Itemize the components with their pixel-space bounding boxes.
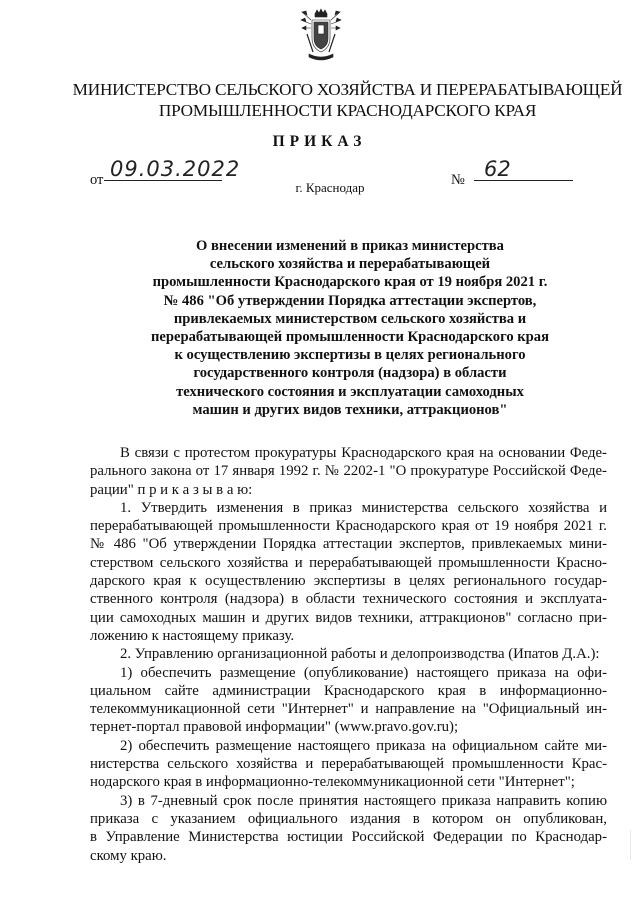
- body-line: нистерства сельского хозяйства и перерабатывающей промышленности Крас-: [90, 756, 607, 773]
- body-line: в Управление Министерства юстиции Российской Федерации по Краснодар-: [90, 829, 607, 846]
- number-handwritten: 62: [484, 157, 511, 181]
- body-line: ственного контроля (надзора) в области технического состояния и эксплуата-: [90, 591, 607, 608]
- body-line: В связи с протестом прокуратуры Краснодарского края на основании Феде-: [120, 445, 607, 461]
- title-line: машин и других видов техники, аттракционов": [192, 401, 508, 418]
- title-line: промышленности Краснодарского края от 19 ноября 2021 г.: [152, 274, 548, 291]
- body-line: телекоммуникационной сети "Интернет" и направление на "Официальный ин-: [90, 701, 607, 718]
- body-line: перерабатывающей промышленности Краснодарского края от 19 ноября 2021 г.: [90, 518, 607, 535]
- order-body: [90, 444, 607, 865]
- body-line: рального закона от 17 января 1992 г. № 2202-1 "О прокуратуре Российской Феде-: [90, 463, 607, 480]
- paragraph-subitem-1: [90, 664, 607, 737]
- krasnodar-coat-of-arms-icon: [299, 8, 343, 64]
- date-handwritten: 09.03.2022: [110, 157, 241, 181]
- body-line: нодарского края в информационно-телекоммуникационной сети "Интернет";: [90, 774, 575, 791]
- ministry-name-line: ПРОМЫШЛЕННОСТИ КРАСНОДАРСКОГО КРАЯ: [158, 101, 537, 120]
- ministry-name: [60, 79, 635, 121]
- body-line: 1. Утвердить изменения в приказ министерства сельского хозяйства и: [120, 499, 607, 516]
- body-line: стерством сельского хозяйства и перерабатывающей промышленности Красно-: [90, 554, 607, 571]
- title-line: О внесении изменений в приказ министерства: [196, 238, 504, 254]
- paragraph-subitem-2: [90, 737, 607, 792]
- date-prefix: от: [90, 172, 104, 188]
- title-line: к осуществлению экспертизы в целях регионального: [174, 347, 526, 364]
- title-line: привлекаемых министерством сельского хозяйства и: [173, 310, 527, 327]
- body-line: приказа с указанием официального издания в котором он опубликован,: [90, 810, 607, 827]
- number-prefix: №: [451, 172, 465, 188]
- document-type: ПРИКАЗ: [272, 133, 367, 150]
- title-line: перерабатывающей промышленности Краснодарского края: [150, 329, 549, 346]
- body-line: рации" п р и к а з ы в а ю:: [90, 481, 253, 498]
- scan-edge-mark: [630, 830, 631, 860]
- title-line: государственного контроля (надзора) в области: [193, 365, 507, 382]
- body-line: ции самоходных машин и других видов техники, аттракционов" согласно при-: [90, 609, 607, 626]
- body-line: 3) в 7-дневный срок после принятия настоящего приказа направить копию: [120, 792, 607, 809]
- title-line: № 486 "Об утверждении Порядка аттестации экспертов,: [163, 292, 537, 309]
- body-line: ложению к настоящему приказу.: [90, 627, 295, 644]
- body-line: № 486 "Об утверждении Порядка аттестации экспертов, привлекаемых мини-: [90, 536, 607, 553]
- paragraph-subitem-3: [90, 792, 607, 865]
- body-line: 1) обеспечить размещение (опубликование) настоящего приказа на офи-: [120, 664, 607, 681]
- paragraph-item-1: [90, 499, 607, 645]
- city: г. Краснодар: [295, 180, 365, 195]
- title-line: сельского хозяйства и перерабатывающей: [209, 256, 491, 273]
- body-line: скому краю.: [90, 847, 167, 864]
- paragraph-item-2: [90, 645, 607, 663]
- body-line: 2) обеспечить размещение настоящего приказа на официальном сайте ми-: [120, 737, 607, 754]
- paragraph-preamble: [90, 444, 607, 499]
- order-title: [140, 237, 560, 419]
- title-line: технического состояния и эксплуатации самоходных: [176, 383, 524, 400]
- body-line: циальном сайте администрации Краснодарского края в информационно-: [90, 682, 607, 699]
- body-line: 2. Управлению организационной работы и делопроизводства (Ипатов Д.А.):: [120, 646, 600, 663]
- body-line: тернет-портал правовой информации" (www.pravo.gov.ru);: [90, 719, 459, 736]
- ministry-name-line: МИНИСТЕРСТВО СЕЛЬСКОГО ХОЗЯЙСТВА И ПЕРЕРАБАТЫВАЮЩЕЙ: [72, 80, 623, 99]
- body-line: дарского края к осуществлению экспертизы в целях регионального государ-: [90, 573, 607, 590]
